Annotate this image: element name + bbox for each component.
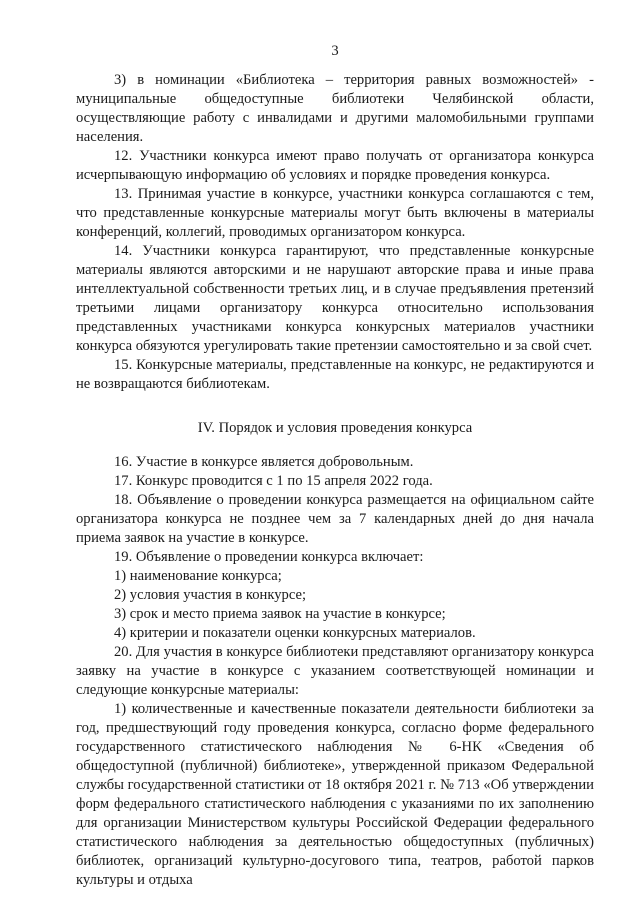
- list-item: 1) количественные и качественные показатели деятельности библиотеки за год, предшествующий году проведения конкурса, согласно форме федерального государственного статистического наблюдения № 6-НК «Сведения об общедоступной (публичной) библиотеке», утвержденной приказом Федеральной службы государственной статистики от 18 октября 2021 г. № 713 «Об утверждении форм федерального статистического наблюдения с указаниями по их заполнению для организации Министерством культуры Российской Федерации федерального статистического наблюдения за деятельностью общедоступных (публичных) библиотек, организаций культурно-досугового типа, театров, работой парков культуры и отдыха: [76, 701, 594, 888]
- document-page: [76, 42, 594, 890]
- paragraph-19: 19. Объявление о проведении конкурса включает:: [114, 549, 424, 565]
- paragraph-17: 17. Конкурс проводится с 1 по 15 апреля 2022 года.: [114, 473, 433, 489]
- paragraph-16: 16. Участие в конкурсе является добровольным.: [114, 454, 414, 470]
- page-number: 3: [331, 43, 339, 59]
- list-item: 2) условия участия в конкурсе;: [114, 587, 307, 603]
- section-heading: IV. Порядок и условия проведения конкурса: [197, 420, 473, 436]
- paragraph-14: 14. Участники конкурса гарантируют, что представленные конкурсные материалы являются авторскими и не нарушают авторские права и иные права интеллектуальной собственности третьих лиц, и в случае предъявления претензий третьими лицами организатору конкурса относительно использования представленных участниками конкурса конкурсных материалов участники конкурса обязуются урегулировать такие претензии самостоятельно и за свой счет.: [76, 243, 594, 354]
- paragraph-15: 15. Конкурсные материалы, представленные на конкурс, не редактируются и не возвращаются библиотекам.: [76, 357, 594, 392]
- paragraph-13: 13. Принимая участие в конкурсе, участники конкурса соглашаются с тем, что представленные конкурсные материалы могут быть включены в материалы конференций, коллегий, проводимых организатором конкурса.: [76, 186, 594, 240]
- paragraph-20: 20. Для участия в конкурсе библиотеки представляют организатору конкурса заявку на участие в конкурсе с указанием соответствующей номинации и следующие конкурсные материалы:: [76, 644, 594, 698]
- paragraph-18: 18. Объявление о проведении конкурса размещается на официальном сайте организатора конкурса не позднее чем за 7 календарных дней до дня начала приема заявок на участие в конкурсе.: [76, 492, 594, 546]
- list-item: 1) наименование конкурса;: [114, 568, 282, 584]
- paragraph-nomination-3: 3) в номинации «Библиотека – территория равных возможностей» - муниципальные общедоступные библиотеки Челябинской области, осуществляющие работу с инвалидами и другими маломобильными группами населения.: [76, 72, 594, 145]
- list-item: 4) критерии и показатели оценки конкурсных материалов.: [114, 625, 476, 641]
- paragraph-12: 12. Участники конкурса имеют право получать от организатора конкурса исчерпывающую информацию об условиях и порядке проведения конкурса.: [76, 148, 594, 183]
- list-item: 3) срок и место приема заявок на участие в конкурсе;: [114, 606, 446, 622]
